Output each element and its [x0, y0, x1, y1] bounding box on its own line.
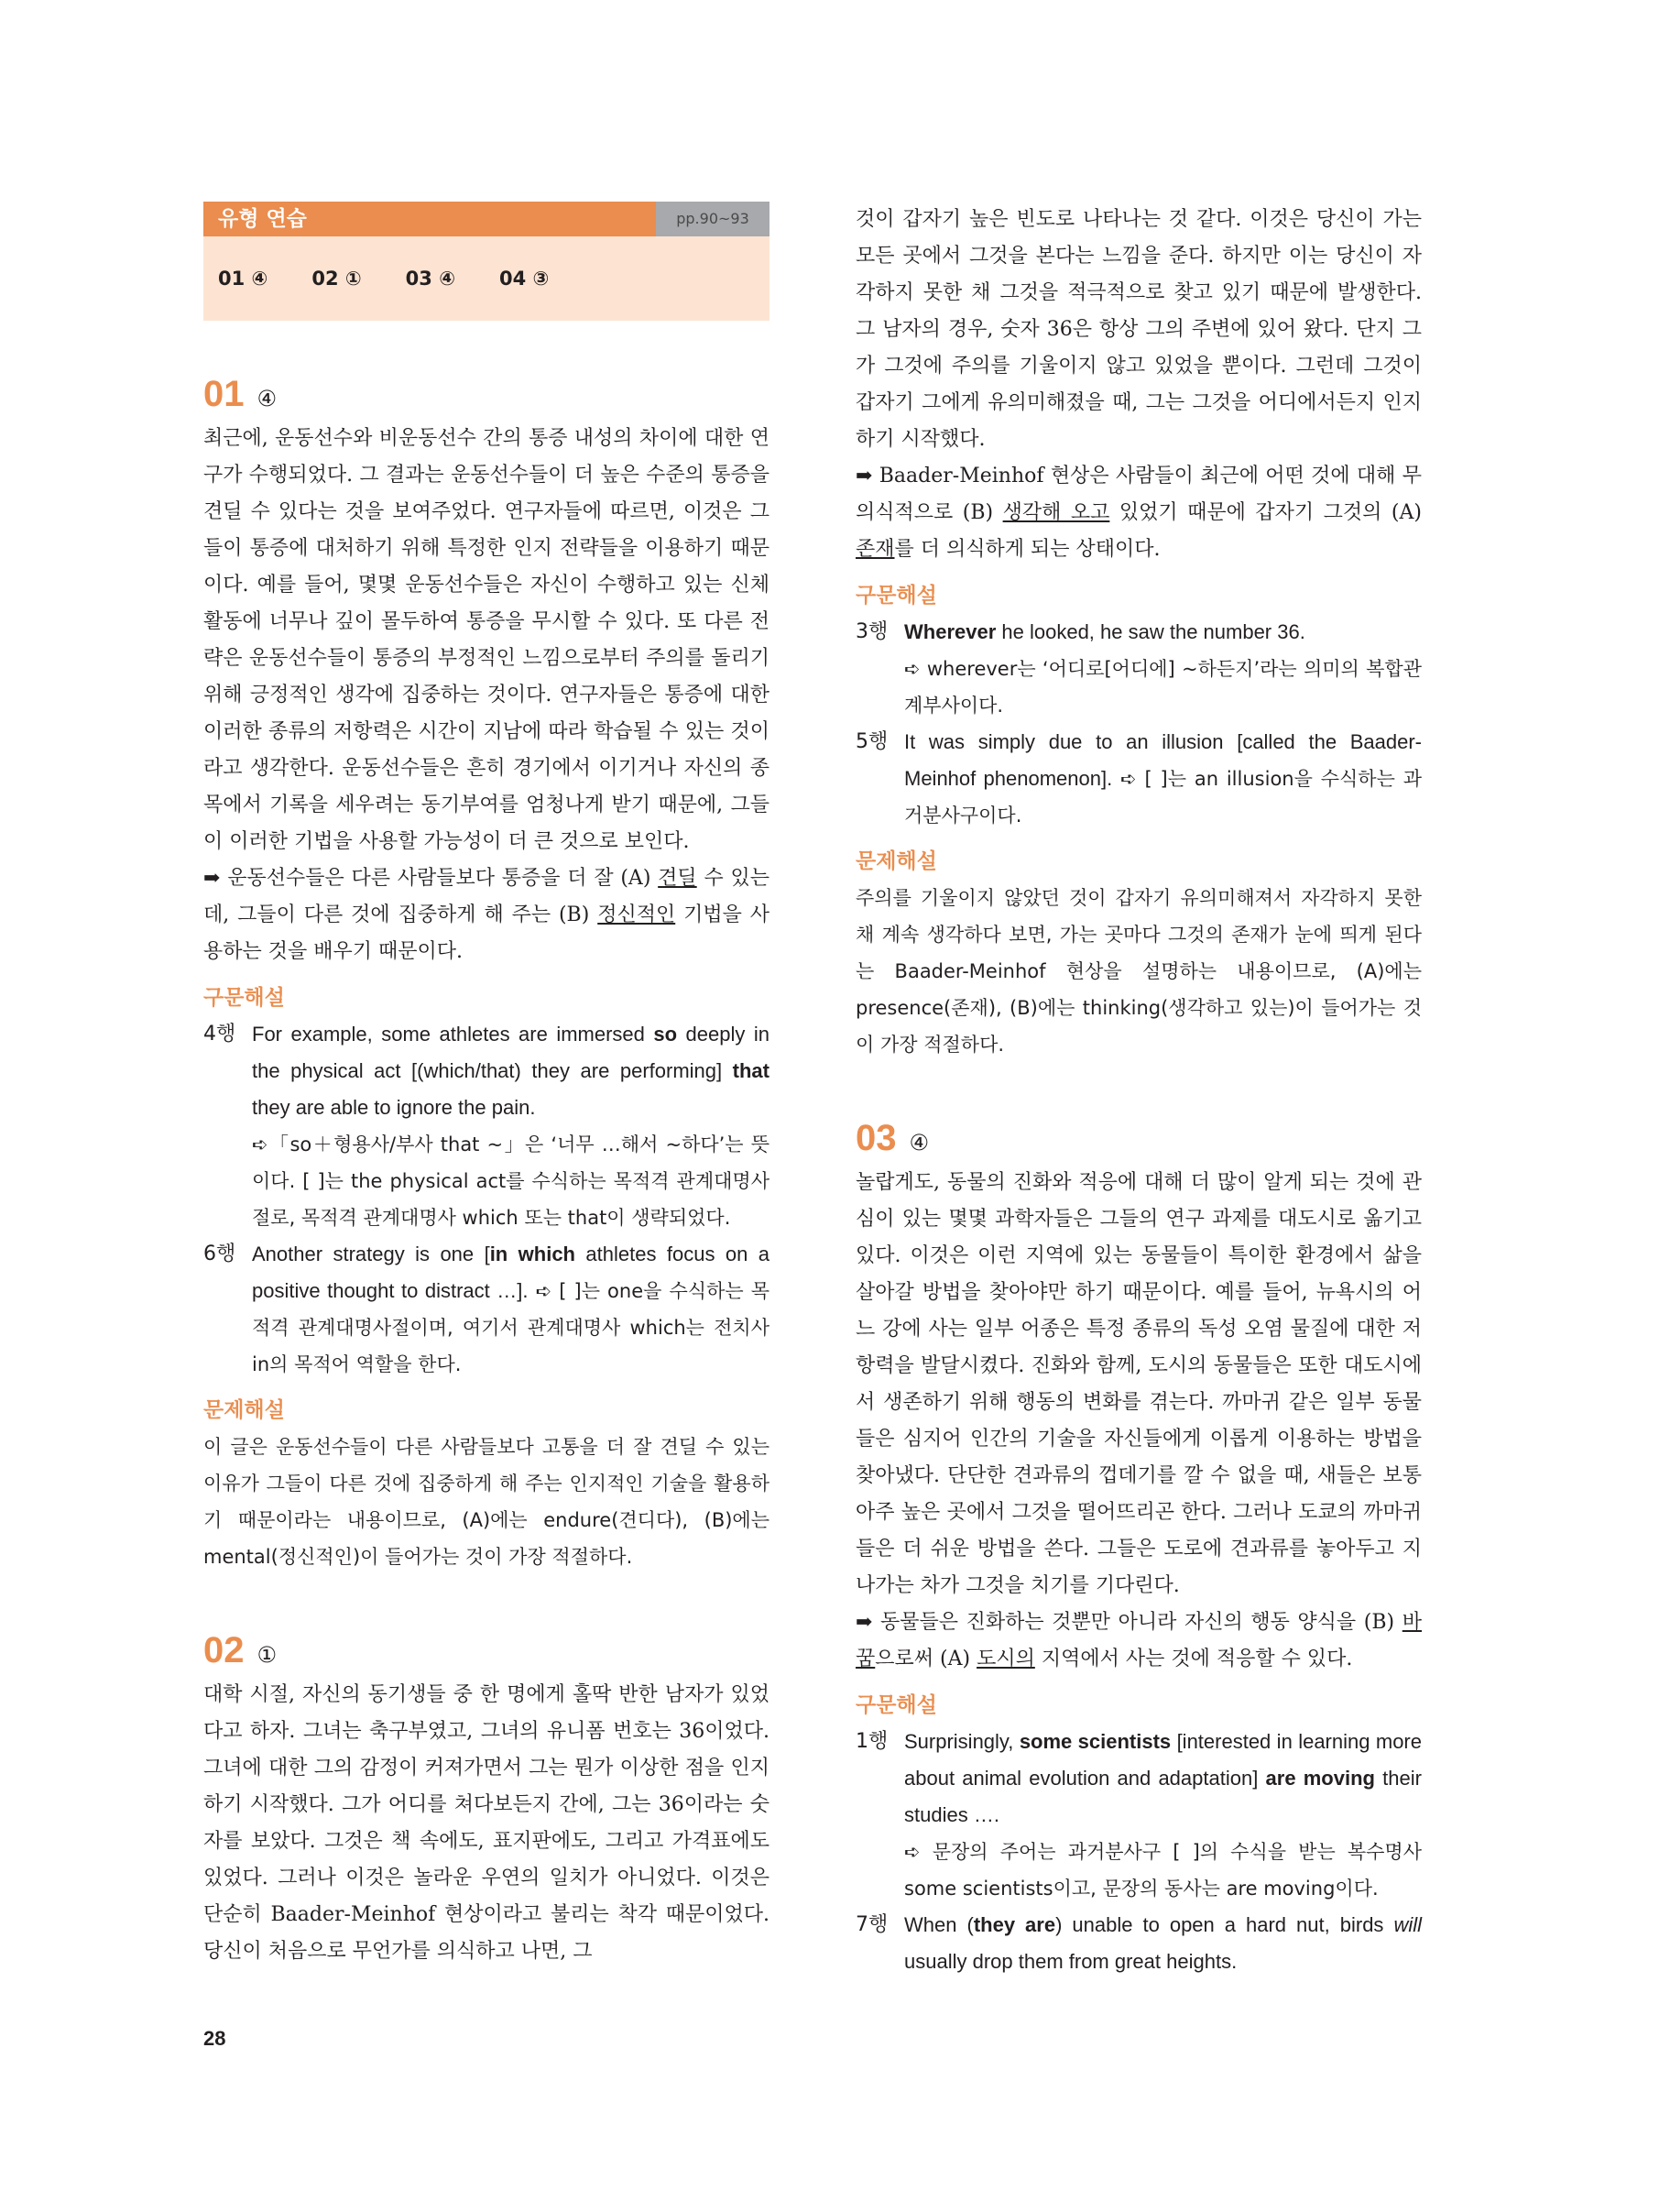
q03-summary: ➡ 동물들은 진화하는 것뿐만 아니라 자신의 행동 양식을 (B) 바꿈으로써 (A) 도시의 지역에서 사는 것에 적응할 수 있다.	[856, 1611, 1422, 1670]
q01-translation: 최근에, 운동선수와 비운동선수 간의 통증 내성의 차이에 대한 연구가 수행되었다. 그 결과는 운동선수들이 더 높은 수준의 통증을 견딜 수 있다는 것을 보여주었다. 연구자들에 따르면, 이것은 그들이 통증에 대처하기 위해 특정한 인지 전략들을 이용하기 때문이다. 예를 들어, 몇몇 운동선수들은 자신이 수행하고 있는 신체 활동에 너무나 깊이 몰두하여 통증을 무시할 수 있다. 또 다른 전략은 운동선수들이 통증의 부정적인 느낌으로부터 주의를 돌리기 위해 긍정적인 생각에 집중하는 것이다. 연구자들은 통증에 대한 이러한 종류의 저항력은 시간이 지남에 따라 학습될 수 있는 것이라고 생각한다. 운동선수들은 흔히 경기에서 이기거나 자신의 종목에서 기록을 세우려는 동기부여를 엄청나게 받기 때문에, 그들이 이러한 기법을 사용할 가능성이 더 큰 것으로 보인다.	[203, 427, 770, 853]
line-ref: 7행	[856, 1913, 889, 1936]
right-column	[856, 202, 1422, 1980]
answer-box-pages: pp.90~93	[656, 202, 770, 236]
left-column	[203, 202, 770, 1970]
answer-box-title: 유형 연습	[203, 202, 656, 236]
summary-blank-a: 견딜	[658, 867, 697, 890]
grammar-note: ➪ wherever는 ‘어디로[어디에] ~하든지’라는 의미의 복합관계부사이다.	[904, 658, 1422, 717]
summary-blank-b: 정신적인	[597, 903, 676, 926]
line-ref: 3행	[856, 620, 889, 643]
question-01-header	[203, 374, 770, 415]
grammar-note: ➪ [ ]는 one을 수식하는 목적격 관계대명사절이며, 여기서 관계대명사 which는 전치사 in의 목적어 역할을 한다.	[252, 1280, 770, 1375]
grammar-note: ➪ [ ]는 an illusion을 수식하는 과거분사구이다.	[904, 768, 1422, 827]
q03-grammar-item: 7행 When (they are) unable to open a hard nut, birds will usually drop them from great heights.	[856, 1907, 1422, 1980]
page-number: 28	[203, 2027, 226, 2050]
q03-translation: 놀랍게도, 동물의 진화와 적응에 대해 더 많이 알게 되는 것에 관심이 있는 몇몇 과학자들은 그들의 연구 과제를 대도시로 옮기고 있다. 이것은 이런 지역에 있는 동물들이 특이한 환경에서 삶을 살아갈 방법을 찾아야만 하기 때문이다. 예를 들어, 뉴욕시의 어느 강에 사는 일부 어종은 특정 종류의 독성 오염 물질에 대한 저항력을 발달시켰다. 진화와 함께, 도시의 동물들은 또한 대도시에서 생존하기 위해 행동의 변화를 겪는다. 까마귀 같은 일부 동물들은 심지어 인간의 기술을 자신들에게 이롭게 이용하는 방법을 찾아냈다. 단단한 견과류의 껍데기를 깔 수 없을 때, 새들은 보통 아주 높은 곳에서 그것을 떨어뜨리곤 한다. 그러나 도쿄의 까마귀들은 더 쉬운 방법을 쓴다. 그들은 도로에 견과류를 놓아두고 지나가는 차가 그것을 치기를 기다린다.	[856, 1171, 1422, 1597]
answer-box-header	[203, 202, 770, 236]
answer-item: 01 ④	[218, 268, 268, 290]
answer-summary-box	[203, 202, 770, 321]
grammar-note: ➪「so＋형용사/부사 that ~」은 ‘너무 …해서 ~하다’는 뜻이다. [ ]는 the physical act를 수식하는 목적격 관계대명사절로, 목적격 관계대명사 which 또는 that이 생략되었다.	[252, 1133, 770, 1229]
q02-grammar-item: 5행 It was simply due to an illusion [called the Baader-Meinhof phenomenon]. ➪ [ ]는 an illusion을 수식하는 과거분사구이다.	[856, 724, 1422, 834]
line-ref: 6행	[203, 1243, 236, 1265]
q01-summary: ➡ 운동선수들은 다른 사람들보다 통증을 더 잘 (A) 견딜 수 있는데, 그들이 다른 것에 집중하게 해 주는 (B) 정신적인 기법을 사용하는 것을 배우기 때문이다.	[203, 867, 770, 963]
q03-grammar-item: 1행 Surprisingly, some scientists [interested in learning more about animal evolution and adaptation] are moving their studies …. ➪ 문장의 주어는 과거분사구 [ ]의 수식을 받는 복수명사 some scientists이고, 문장의 동사는 are moving이다.	[856, 1724, 1422, 1907]
line-ref: 1행	[856, 1730, 889, 1753]
summary-blank-a: 존재	[856, 538, 895, 561]
q02-grammar-title: 구문해설	[856, 584, 937, 608]
q02-problem-explanation: 주의를 기울이지 않았던 것이 갑자기 유의미해져서 자각하지 못한 채 계속 생각하다 보면, 가는 곳마다 그것의 존재가 눈에 띄게 된다는 Baader-Meinhof 현상을 설명하는 내용이므로, (A)에는 presence(존재), (B)에는 thinking(생각하고 있는)이 들어가는 것이 가장 적절하다.	[856, 887, 1422, 1056]
answer-item: 03 ④	[405, 268, 455, 290]
q02-problem-title: 문제해설	[856, 849, 937, 873]
q01-problem-explanation: 이 글은 운동선수들이 다른 사람들보다 고통을 더 잘 견딜 수 있는 이유가 그들이 다른 것에 집중하게 해 주는 인지적인 기술을 활용하기 때문이라는 내용이므로, (A)에는 endure(견디다), (B)에는 mental(정신적인)이 들어가는 것이 가장 적절하다.	[203, 1436, 770, 1568]
question-02-header	[203, 1630, 770, 1671]
summary-blank-a: 도시의	[977, 1648, 1035, 1670]
q01-problem-title: 문제해설	[203, 1398, 285, 1422]
q02-summary: ➡ Baader-Meinhof 현상은 사람들이 최근에 어떤 것에 대해 무의식적으로 (B) 생각해 오고 있었기 때문에 갑자기 그것의 (A) 존재를 더 의식하게 되는 상태이다.	[856, 465, 1422, 561]
question-03-header	[856, 1118, 1422, 1159]
line-ref: 4행	[203, 1023, 236, 1046]
question-answer: ④	[909, 1130, 930, 1155]
q02-translation-part2: 것이 갑자기 높은 빈도로 나타나는 것 같다. 이것은 당신이 가는 모든 곳에서 그것을 본다는 느낌을 준다. 하지만 이는 당신이 자각하지 못한 채 그것을 적극적으로 찾고 있기 때문에 발생한다. 그 남자의 경우, 숫자 36은 항상 그의 주변에 있어 왔다. 단지 그가 그것에 주의를 기울이지 않고 있었을 뿐이다. 그런데 그것이 갑자기 그에게 유의미해졌을 때, 그는 그것을 어디에서든지 인지하기 시작했다.	[856, 208, 1422, 451]
q02-translation-part1: 대학 시절, 자신의 동기생들 중 한 명에게 홀딱 반한 남자가 있었다고 하자. 그녀는 축구부였고, 그녀의 유니폼 번호는 36이었다. 그녀에 대한 그의 감정이 커져가면서 그는 뭔가 이상한 점을 인지하기 시작했다. 그가 어디를 쳐다보든지 간에, 그는 36이라는 숫자를 보았다. 그것은 책 속에도, 표지판에도, 그리고 가격표에도 있었다. 그러나 이것은 놀라운 우연의 일치가 아니었다. 이것은 단순히 Baader-Meinhof 현상이라고 불리는 착각 때문이었다. 당신이 처음으로 무언가를 의식하고 나면, 그	[203, 1683, 770, 1963]
q01-grammar-item: 4행 For example, some athletes are immersed so deeply in the physical act [(which/that) they are performing] that they are able to ignore the pain. ➪「so＋형용사/부사 that ~」은 ‘너무 …해서 ~하다’는 뜻이다. [ ]는 the physical act를 수식하는 목적격 관계대명사절로, 목적격 관계대명사 which 또는 that이 생략되었다.	[203, 1016, 770, 1236]
q01-grammar-item: 6행 Another strategy is one [in which athletes focus on a positive thought to distract …]. ➪ [ ]는 one을 수식하는 목적격 관계대명사절이며, 여기서 관계대명사 which는 전치사 in의 목적어 역할을 한다.	[203, 1236, 770, 1383]
q01-grammar-title: 구문해설	[203, 986, 285, 1010]
q03-grammar-title: 구문해설	[856, 1693, 937, 1717]
line-ref: 5행	[856, 730, 889, 753]
question-answer: ④	[257, 386, 278, 411]
grammar-note: ➪ 문장의 주어는 과거분사구 [ ]의 수식을 받는 복수명사 some scientists이고, 문장의 동사는 are moving이다.	[904, 1841, 1422, 1900]
q02-grammar-item: 3행 Wherever he looked, he saw the number 36. ➪ wherever는 ‘어디로[어디에] ~하든지’라는 의미의 복합관계부사이다.	[856, 614, 1422, 724]
question-answer: ①	[257, 1642, 278, 1668]
question-number: 03	[856, 1118, 897, 1158]
answer-item: 02 ①	[311, 268, 362, 290]
question-number: 02	[203, 1630, 245, 1670]
summary-blank-b: 생각해 오고	[1002, 501, 1110, 524]
question-number: 01	[203, 374, 245, 414]
answer-item: 04 ③	[498, 268, 550, 290]
summary-blank-b: 바꿈	[856, 1611, 1422, 1670]
answer-list	[203, 236, 770, 321]
